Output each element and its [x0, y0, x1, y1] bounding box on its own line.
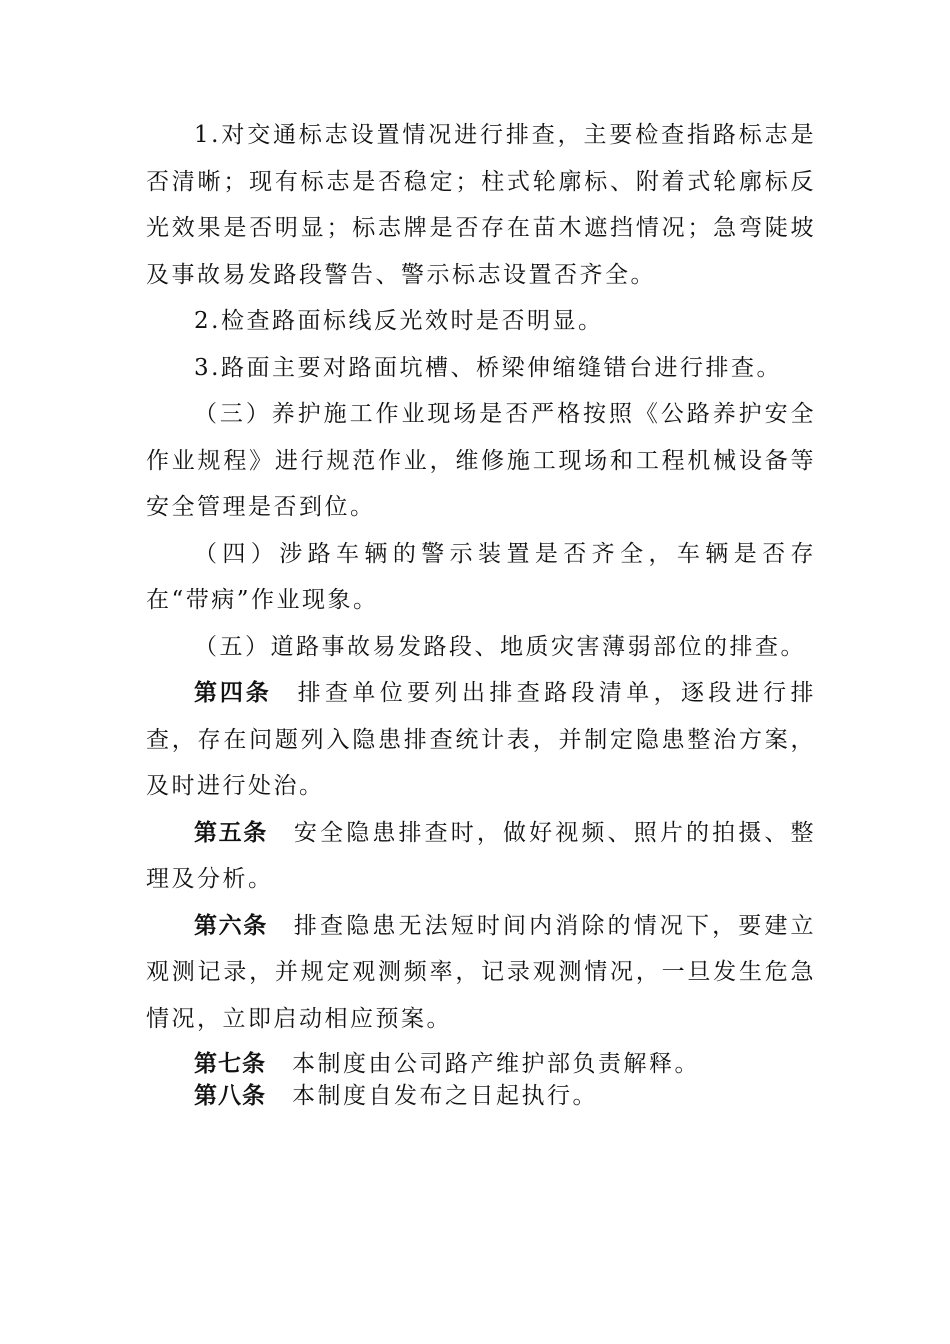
article-label: 第七条: [194, 1051, 266, 1077]
paragraph-item-1: [146, 112, 816, 298]
article-7: [146, 1048, 816, 1080]
paragraph-item-2: [146, 298, 816, 345]
article-text: 本制度由公司路产维护部负责解释。: [292, 1051, 700, 1077]
document-body: [146, 112, 816, 1112]
article-label: 第四条: [194, 680, 272, 706]
article-5: [146, 810, 816, 903]
article-6: [146, 903, 816, 1043]
paragraph-item-3: [146, 345, 816, 392]
article-text: 排查隐患无法短时间内消除的情况下，要建立观测记录，并规定观测频率，记录观测情况，一旦发生危急情况，立即启动相应预案。: [146, 912, 817, 1032]
paragraph-text: 1.对交通标志设置情况进行排查，主要检查指路标志是否清晰；现有标志是否稳定；柱式轮廓标、附着式轮廓标反光效果是否明显；标志牌是否存在苗木遮挡情况；急弯陡坡及事故易发路段警告、警示标志设置否齐全。: [146, 122, 816, 288]
paragraph-text: （三）养护施工作业现场是否严格按照《公路养护安全作业规程》进行规范作业，维修施工现场和工程机械设备等安全管理是否到位。: [146, 401, 816, 520]
paragraph-text: （四）涉路车辆的警示装置是否齐全，车辆是否存在“带病”作业现象。: [146, 540, 816, 613]
article-text: 安全隐患排查时，做好视频、照片的拍摄、整理及分析。: [146, 819, 817, 892]
article-label: 第六条: [194, 912, 268, 939]
article-label: 第八条: [194, 1083, 266, 1109]
article-4: [146, 670, 816, 810]
paragraph-text: 2.检查路面标线反光效时是否明显。: [194, 308, 604, 334]
paragraph-section-5: [146, 624, 816, 671]
paragraph-section-3: [146, 391, 816, 531]
article-label: 第五条: [194, 819, 268, 846]
paragraph-text: 3.路面主要对路面坑槽、桥梁伸缩缝错台进行排查。: [194, 354, 782, 381]
paragraph-section-4: [146, 531, 816, 624]
article-text: 排查单位要列出排查路段清单，逐段进行排查，存在问题列入隐患排查统计表，并制定隐患整治方案，及时进行处治。: [146, 680, 817, 799]
paragraph-text: （五）道路事故易发路段、地质灾害薄弱部位的排查。: [194, 633, 806, 660]
article-text: 本制度自发布之日起执行。: [292, 1083, 598, 1109]
article-8: [146, 1080, 816, 1112]
